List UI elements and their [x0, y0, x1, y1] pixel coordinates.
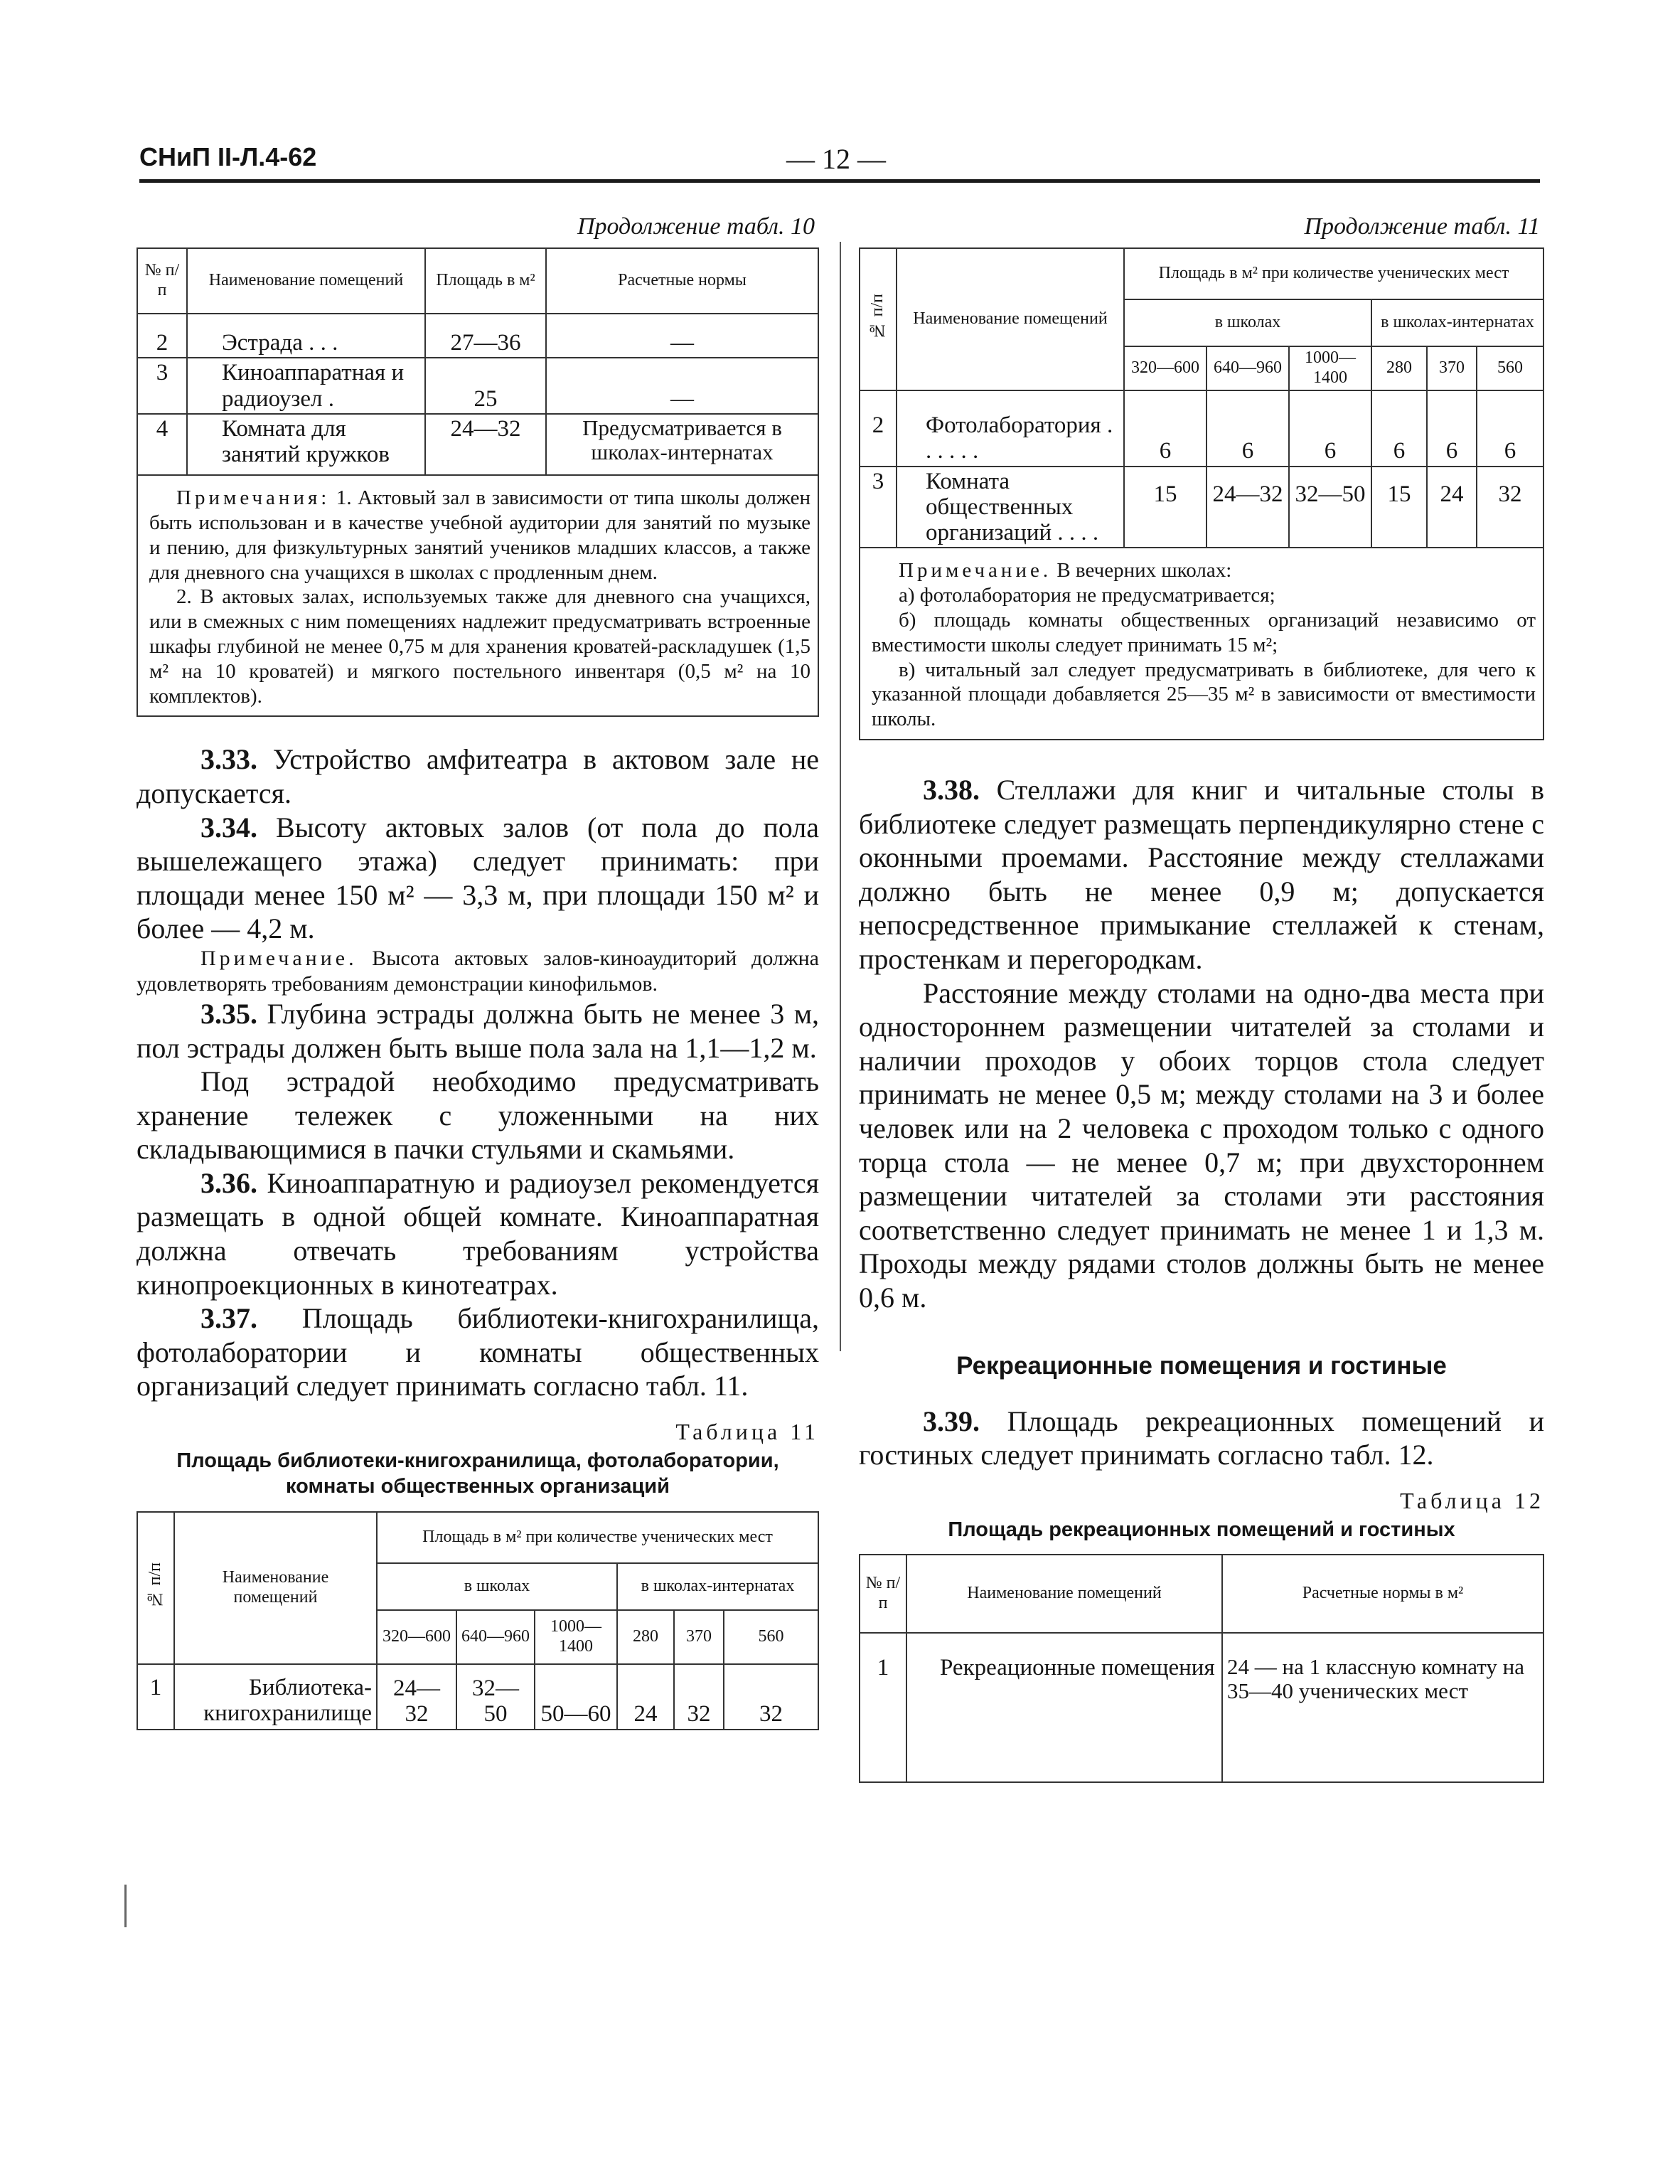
table-cell: 6	[1477, 390, 1543, 467]
table-cell: 6	[1427, 390, 1477, 467]
table10-header-row	[137, 248, 818, 314]
table11-header-num	[137, 1512, 174, 1664]
table11-title: Площадь библиотеки-книгохранилища, фотолаборатории, комнаты общественных организаций	[176, 1449, 779, 1498]
table-cell: 32—50	[456, 1664, 535, 1730]
table11-header-boarding: в школах-интернатах	[617, 1563, 818, 1610]
room-name: Киноаппаратная и радиоузел .	[187, 358, 425, 414]
clause-number: 3.35.	[200, 997, 257, 1030]
table11c-header-schools: в школах	[1124, 299, 1371, 346]
note-c: в) читальный зал следует предусматривать в библиотеке, для чего к указанной площади добавляется 25—35 м² в зависимости от вместимости школы.	[872, 658, 1536, 731]
table-cell: 6	[1207, 390, 1289, 467]
table10-notes-row	[137, 475, 818, 716]
row-num: 4	[137, 414, 187, 475]
table11-header-row	[137, 1512, 818, 1563]
room-norm: Предусматривается в школах-интернатах	[546, 414, 818, 475]
page-header	[139, 142, 1540, 183]
table10-row-4	[137, 414, 818, 475]
paragraph-3-35-b: Под эстрадой необходимо предусматривать хранение тележек с уложенными на них складывающимися в пачки стульями и скамьями.	[137, 1065, 819, 1166]
clause-text: Стеллажи для книг и читальные столы в библиотеке следует размещать перпендикулярно стене с оконными проемами. Расстояние между стеллажами должно быть не менее 0,9 м; допускается непосредственное примыкание стеллажей к стенам, простенкам и перегородкам.	[859, 774, 1544, 976]
table-cell: 6	[1289, 390, 1371, 467]
note-a: а) фотолаборатория не предусматривается;	[899, 584, 1275, 607]
room-name: Рекреационные помещения	[906, 1633, 1222, 1782]
table12-row-1	[860, 1633, 1543, 1782]
table-12	[859, 1554, 1544, 1783]
table-cell: 32	[724, 1664, 818, 1730]
table11c-header-name: Наименование помещений	[897, 248, 1124, 390]
table-cell: 24	[1427, 467, 1477, 548]
clause-text: Высоту актовых залов (от пола до пола вышележащего этажа) следует принимать: при площади менее 150 м² — 3,3 м, при площади 150 м² и более — 4,2 м.	[137, 811, 819, 945]
table-cell: 15	[1371, 467, 1427, 548]
table11c-notes-row	[860, 548, 1543, 740]
row-num: 3	[137, 358, 187, 414]
paragraph-3-35	[137, 997, 819, 1065]
capacity-header: 640—960	[456, 1610, 535, 1664]
note-1: 1. Актовый зал в зависимости от типа школы должен быть использован и в качестве учебной аудитории для занятий по музыке и пению, для физкультурных занятий учеников младших классов, а также для дневного сна учащихся в школах с продленным днем.	[149, 486, 810, 584]
capacity-header: 320—600	[377, 1610, 456, 1664]
paragraph-3-37	[137, 1301, 819, 1403]
table10-notes	[137, 475, 818, 716]
clause-text: Киноаппаратную и радиоузел рекомендуется размещать в одной общей комнате. Киноаппаратная должна отвечать требованиям устройства кинопроекционных в кинотеатрах.	[137, 1166, 819, 1301]
room-area: 25	[425, 358, 546, 414]
section-heading: Рекреационные помещения и гостиные	[956, 1351, 1447, 1380]
table11c-row-2	[860, 390, 1543, 467]
table-cell: 32—50	[1289, 467, 1371, 548]
page-number: — 12 —	[786, 143, 886, 175]
table10-continuation-label: Продолжение табл. 10	[577, 213, 815, 240]
table-cell: 6	[1124, 390, 1207, 467]
clause-text: Площадь библиотеки-книгохранилища, фотолаборатории и комнаты общественных организаций следует принимать согласно табл. 11.	[137, 1302, 819, 1402]
table11-continuation-label: Продолжение табл. 11	[1304, 213, 1540, 240]
note-intro: В вечерних школах:	[1056, 559, 1232, 582]
paragraph-3-38	[859, 773, 1544, 976]
left-column	[137, 213, 819, 1730]
table-cell: 24—32	[377, 1664, 456, 1730]
table11-header-schools: в школах	[377, 1563, 617, 1610]
right-column	[859, 213, 1544, 1783]
capacity-header: 370	[674, 1610, 724, 1664]
note-2: 2. В актовых залах, используемых также для дневного сна учащихся, или в смежных с ним помещениях надлежит предусматривать встроенные шкафы глубиной не менее 0,75 м для хранения кроватей-раскладушек (1,5 м² на 10 кроватей) и мягкого постельного инвентаря (0,5 м² на 10 комплектов).	[149, 585, 810, 708]
paragraph-3-36	[137, 1166, 819, 1301]
table11c-header-num	[860, 248, 897, 390]
table12-header-name: Наименование помещений	[906, 1555, 1222, 1633]
capacity-header: 640—960	[1207, 346, 1289, 390]
note-text: Высота актовых залов-киноаудиторий должна удовлетворять требованиям демонстрации кинофильмов.	[137, 946, 819, 996]
table11-row-1	[137, 1664, 818, 1730]
capacity-header: 1000—1400	[535, 1610, 617, 1664]
note-label: Примечание.	[200, 946, 358, 970]
table11-header-name: Наименование помещений	[174, 1512, 377, 1664]
table11-header-area: Площадь в м² при количестве ученических мест	[377, 1512, 818, 1563]
room-name: Комната общественных организаций . . . .	[897, 467, 1124, 548]
capacity-header: 320—600	[1124, 346, 1207, 390]
notes-label: Примечание.	[899, 559, 1052, 582]
capacity-header: 280	[617, 1610, 674, 1664]
table-cell: 15	[1124, 467, 1207, 548]
table10-header-area: Площадь в м²	[425, 248, 546, 314]
table11-label: Таблица 11	[675, 1419, 819, 1445]
paragraph-3-34	[137, 811, 819, 946]
room-name: Библиотека-книгохранилище	[174, 1664, 377, 1730]
row-num: 2	[137, 314, 187, 358]
paragraph-3-38-b: Расстояние между столами на одно-два места при одностороннем размещении читателей за столами и наличии проходов у обоих торцов стола следует принимать не менее 0,5 м; между столами на 3 и более человек или на 2 человека с проходом только с одного торца стола — не менее 0,7 м; при двухстороннем размещении читателей за столами эти расстояния соответственно следует принимать не менее 1 и 1,3 м. Проходы между рядами столов должны быть не менее 0,6 м.	[859, 976, 1544, 1314]
table10-header-num: № п/п	[137, 248, 187, 314]
capacity-header: 280	[1371, 346, 1427, 390]
notes-label: Примечания:	[176, 486, 331, 510]
table-10	[137, 247, 819, 717]
table12-header-row	[860, 1555, 1543, 1633]
clause-number: 3.39.	[923, 1405, 980, 1437]
row-num: 3	[860, 467, 897, 548]
table12-title: Площадь рекреационных помещений и гостиных	[948, 1518, 1455, 1541]
room-name: Фотолаборатория . . . . . .	[897, 390, 1124, 467]
room-area: 27—36	[425, 314, 546, 358]
paragraph-3-33	[137, 742, 819, 810]
row-num: 1	[137, 1664, 174, 1730]
table-11	[137, 1511, 819, 1730]
table-11-continued	[859, 247, 1544, 740]
scan-artifact	[124, 1885, 127, 1927]
clause-number: 3.34.	[200, 811, 257, 843]
table11c-notes	[860, 548, 1543, 740]
capacity-header: 560	[1477, 346, 1543, 390]
room-area: 24—32	[425, 414, 546, 475]
table10-row-3	[137, 358, 818, 414]
table-cell: 24—32	[1207, 467, 1289, 548]
clause-number: 3.38.	[923, 774, 980, 806]
room-name: Комната для занятий кружков	[187, 414, 425, 475]
room-norm: 24 — на 1 классную комнату на 35—40 ученических мест	[1222, 1633, 1543, 1782]
room-norm: —	[546, 358, 818, 414]
capacity-header: 1000—1400	[1289, 346, 1371, 390]
note-b: б) площадь комнаты общественных организаций независимо от вместимости школы следует принимать 15 м²;	[872, 609, 1536, 656]
paragraph-3-39	[859, 1405, 1544, 1472]
table10-header-norm: Расчетные нормы	[546, 248, 818, 314]
clause-text: Глубина эстрады должна быть не менее 3 м, пол эстрады должен быть выше пола зала на 1,1—1,2 м.	[137, 997, 820, 1064]
room-name: Эстрада . . .	[187, 314, 425, 358]
table11c-row-3	[860, 467, 1543, 548]
table-cell: 24	[617, 1664, 674, 1730]
header-text: № п/п	[868, 294, 887, 340]
row-num: 1	[860, 1633, 906, 1782]
row-num: 2	[860, 390, 897, 467]
table10-row-2	[137, 314, 818, 358]
table11c-header-area: Площадь в м² при количестве ученических мест	[1124, 248, 1543, 299]
table11c-header-row	[860, 248, 1543, 299]
capacity-header: 370	[1427, 346, 1477, 390]
table-cell: 50—60	[535, 1664, 617, 1730]
table10-header-name: Наименование помещений	[187, 248, 425, 314]
clause-text: Устройство амфитеатра в актовом зале не допускается.	[137, 743, 819, 809]
table12-header-norm: Расчетные нормы в м²	[1222, 1555, 1543, 1633]
clause-number: 3.37.	[200, 1302, 257, 1335]
document-code: СНиП II-Л.4-62	[139, 142, 317, 171]
table12-header-num: № п/п	[860, 1555, 906, 1633]
clause-number: 3.33.	[200, 743, 257, 776]
table12-label: Таблица 12	[1400, 1487, 1544, 1513]
clause-text: Площадь рекреационных помещений и гостиных следует принимать согласно табл. 12.	[859, 1405, 1544, 1471]
table-cell: 32	[674, 1664, 724, 1730]
table-cell: 6	[1371, 390, 1427, 467]
capacity-header: 560	[724, 1610, 818, 1664]
header-text: № п/п	[146, 1562, 165, 1608]
clause-number: 3.36.	[200, 1166, 257, 1199]
column-divider	[840, 242, 841, 1351]
table11c-header-boarding: в школах-интернатах	[1371, 299, 1543, 346]
table-cell: 32	[1477, 467, 1543, 548]
note-3-34	[137, 946, 819, 997]
room-norm: —	[546, 314, 818, 358]
